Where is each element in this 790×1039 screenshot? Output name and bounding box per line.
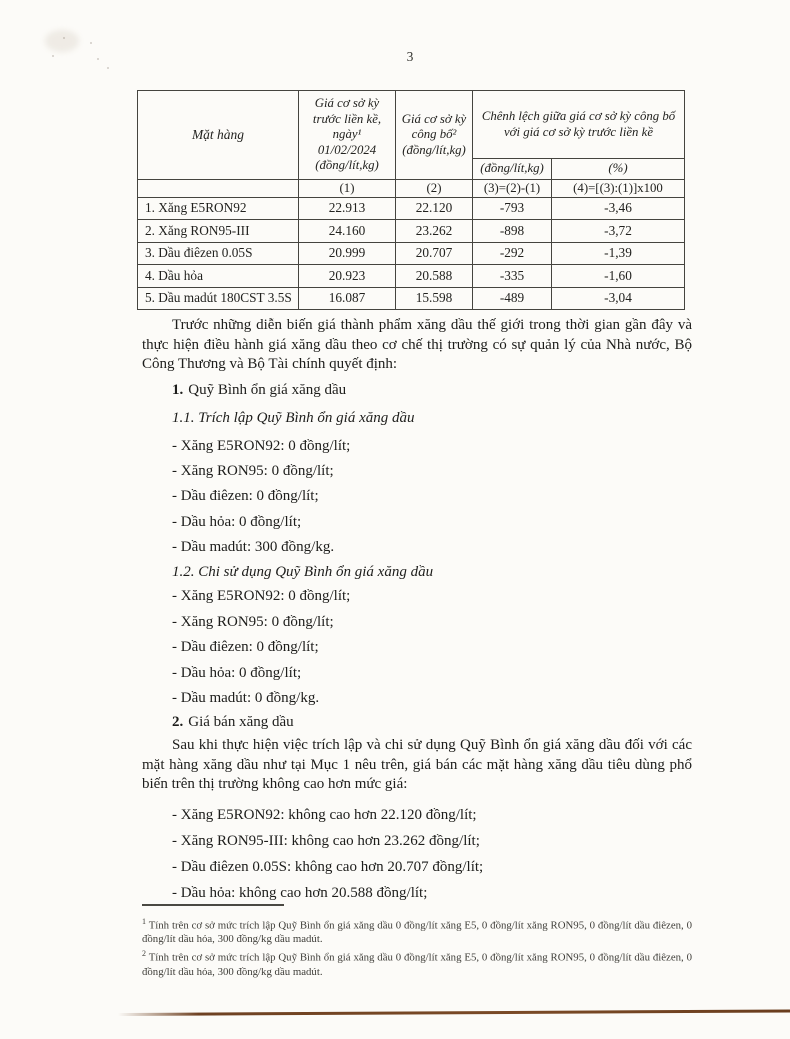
scan-edge-line xyxy=(118,1009,790,1015)
section-2-paragraph: Sau khi thực hiện việc trích lập và chi sử dụng Quỹ Bình ổn giá xăng dầu đối với các mặt hàng xăng dầu như tại Mục 1 nêu trên, giá bán các mặt hàng xăng dầu tiêu dùng phổ biến trên thị trường không cao hơn mức giá: xyxy=(142,737,692,793)
price-current: 23.262 xyxy=(396,220,473,243)
scan-speck xyxy=(97,58,99,60)
price-cap-list xyxy=(142,802,692,906)
code-cell-4: (4)=[(3):(1)]x100 xyxy=(552,179,685,197)
footnote-2-text: Tính trên cơ sở mức trích lập Quỹ Bình ổn giá xăng dầu 0 đồng/lít xăng E5, 0 đồng/lít xăng RON95, 0 đồng/lít dầu điêzen, 0 đồng/lít dầu hỏa, 300 đồng/kg dầu madút. xyxy=(142,951,692,978)
footnote-2-marker: 2 xyxy=(142,949,146,959)
list-item: - Xăng RON95: 0 đồng/lít; xyxy=(172,613,334,630)
code-cell-empty xyxy=(138,179,299,197)
product-name: 1. Xăng E5RON92 xyxy=(138,197,299,220)
product-name: 3. Dầu điêzen 0.05S xyxy=(138,242,299,265)
footnote-1-text: Tính trên cơ sở mức trích lập Quỹ Bình ổn giá xăng dầu 0 đồng/lít xăng E5, 0 đồng/lít xăng RON95, 0 đồng/lít dầu điêzen, 0 đồng/lít dầu hỏa, 300 đồng/kg dầu madút. xyxy=(142,919,692,946)
table-header-gia-truoc: Giá cơ sở kỳ trước liền kề, ngày¹ 01/02/2024 (đồng/lít,kg) xyxy=(299,91,396,180)
subsection-1-1-heading: 1.1. Trích lập Quỹ Bình ổn giá xăng dầu xyxy=(172,409,415,426)
table-header-mat-hang: Mặt hàng xyxy=(138,91,299,180)
price-pct: -3,72 xyxy=(552,220,685,243)
list-item: - Xăng E5RON92: không cao hơn 22.120 đồng/lít; xyxy=(172,806,477,823)
price-prev: 20.999 xyxy=(299,242,396,265)
list-item: - Dầu hỏa: 0 đồng/lít; xyxy=(172,664,302,681)
product-name: 4. Dầu hỏa xyxy=(138,265,299,288)
price-diff: -898 xyxy=(473,220,552,243)
price-diff: -335 xyxy=(473,265,552,288)
table-header-row xyxy=(138,91,685,159)
section-1-title: Quỹ Bình ổn giá xăng dầu xyxy=(188,381,347,398)
list-item: - Xăng RON95: 0 đồng/lít; xyxy=(172,462,334,479)
price-current: 15.598 xyxy=(396,287,473,310)
price-prev: 16.087 xyxy=(299,287,396,310)
fuel-price-table xyxy=(137,90,685,310)
subsection-1-2-heading: 1.2. Chi sử dụng Quỹ Bình ổn giá xăng dầu xyxy=(172,564,434,581)
document-body xyxy=(142,310,692,906)
fund-allocation-list xyxy=(142,434,692,561)
footnote-1-marker: 1 xyxy=(142,916,146,926)
code-cell-1: (1) xyxy=(299,179,396,197)
price-prev: 24.160 xyxy=(299,220,396,243)
price-current: 22.120 xyxy=(396,197,473,220)
table-subheader-percent: (%) xyxy=(552,159,685,180)
table-row xyxy=(138,197,685,220)
table-row xyxy=(138,287,685,310)
price-pct: -1,39 xyxy=(552,242,685,265)
code-cell-3: (3)=(2)-(1) xyxy=(473,179,552,197)
scan-speck xyxy=(90,42,92,44)
footnote-1 xyxy=(142,915,692,947)
list-item: - Dầu madút: 300 đồng/kg. xyxy=(172,539,335,556)
product-name: 2. Xăng RON95-III xyxy=(138,220,299,243)
price-current: 20.707 xyxy=(396,242,473,265)
price-pct: -3,04 xyxy=(552,287,685,310)
scan-speck xyxy=(107,67,109,69)
page-number: 3 xyxy=(406,49,414,64)
intro-paragraph: Trước những diễn biến giá thành phẩm xăng dầu thế giới trong thời gian gần đây và thực hiện điều hành giá xăng dầu theo cơ chế thị trường có sự quản lý của Nhà nước, Bộ Công Thương và Bộ Tài chính quyết định: xyxy=(142,317,692,372)
footnotes-block xyxy=(142,904,692,979)
table-header-chenh-lech: Chênh lệch giữa giá cơ sở kỳ công bố với giá cơ sở kỳ trước liền kề xyxy=(473,91,685,159)
list-item: - Dầu madút: 0 đồng/kg. xyxy=(172,690,320,707)
product-name: 5. Dầu madút 180CST 3.5S xyxy=(138,287,299,310)
list-item: - Xăng E5RON92: 0 đồng/lít; xyxy=(172,588,351,605)
scan-speck xyxy=(63,37,65,39)
table-row xyxy=(138,220,685,243)
table-row xyxy=(138,265,685,288)
section-1-number: 1. xyxy=(172,381,184,398)
price-current: 20.588 xyxy=(396,265,473,288)
section-2-number: 2. xyxy=(172,714,184,731)
table-header-gia-cong-bo: Giá cơ sở kỳ công bố² (đồng/lít,kg) xyxy=(396,91,473,180)
price-prev: 20.923 xyxy=(299,265,396,288)
section-1-heading xyxy=(142,380,692,400)
section-2-title: Giá bán xăng dầu xyxy=(188,714,294,731)
list-item: - Dầu hỏa: 0 đồng/lít; xyxy=(172,513,302,530)
code-cell-2: (2) xyxy=(396,179,473,197)
footnote-2 xyxy=(142,947,692,979)
price-diff: -489 xyxy=(473,287,552,310)
fund-usage-list xyxy=(142,584,692,711)
table-row xyxy=(138,242,685,265)
scan-smudge xyxy=(45,30,79,52)
table-code-row xyxy=(138,179,685,197)
price-diff: -292 xyxy=(473,242,552,265)
price-pct: -1,60 xyxy=(552,265,685,288)
price-pct: -3,46 xyxy=(552,197,685,220)
table-subheader-dong: (đồng/lít,kg) xyxy=(473,159,552,180)
footnote-separator xyxy=(142,904,284,906)
list-item: - Dầu điêzen: 0 đồng/lít; xyxy=(172,639,319,656)
list-item: - Dầu điêzen 0.05S: không cao hơn 20.707 đồng/lít; xyxy=(172,858,484,875)
scan-speck xyxy=(52,55,54,57)
price-diff: -793 xyxy=(473,197,552,220)
list-item: - Dầu hỏa: không cao hơn 20.588 đồng/lít; xyxy=(172,884,428,901)
price-prev: 22.913 xyxy=(299,197,396,220)
list-item: - Xăng RON95-III: không cao hơn 23.262 đồng/lít; xyxy=(172,832,480,849)
section-2-heading xyxy=(142,712,692,732)
list-item: - Dầu điêzen: 0 đồng/lít; xyxy=(172,488,319,505)
list-item: - Xăng E5RON92: 0 đồng/lít; xyxy=(172,437,351,454)
